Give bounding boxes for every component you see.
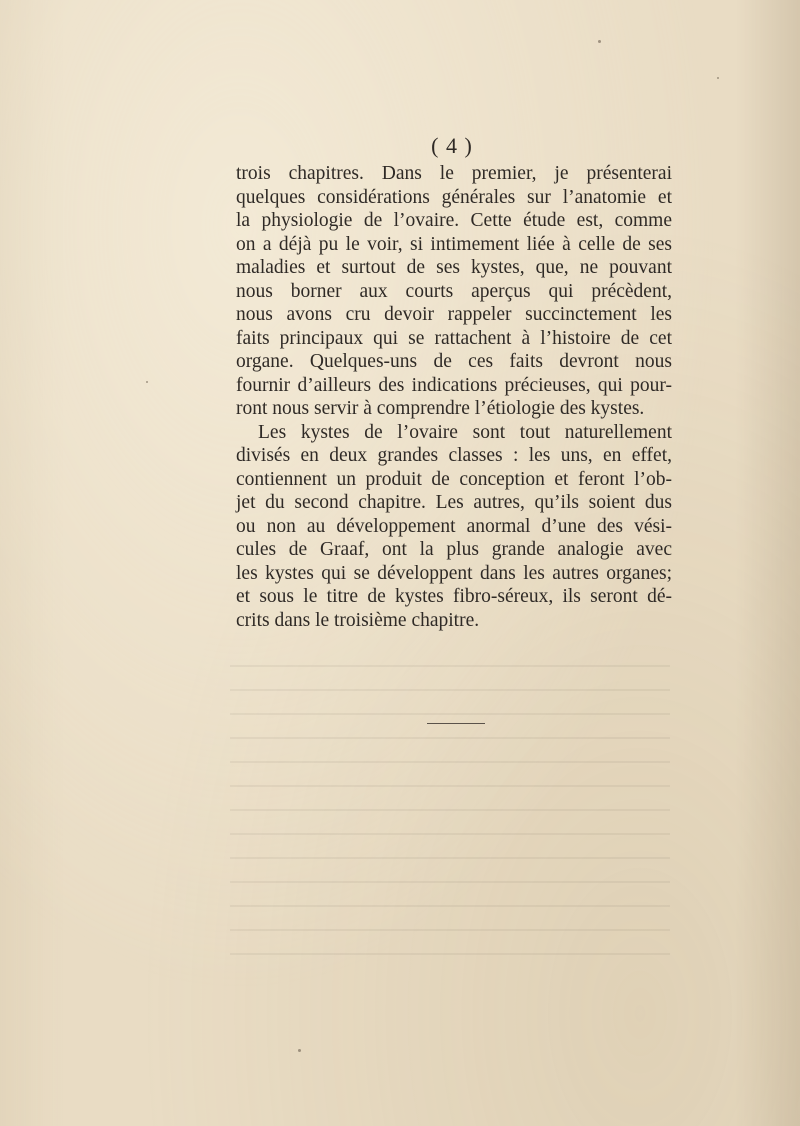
text-line: organe. Quelques-uns de ces faits devront nous xyxy=(236,351,672,372)
text-line: quelques considérations générales sur l’anatomie et xyxy=(236,186,672,208)
text-line: trois chapitres. Dans le premier, je présenterai xyxy=(236,163,672,184)
text-line: ou non au développement anormal d’une des vési- xyxy=(236,515,672,537)
section-separator-rule xyxy=(427,723,485,724)
text-line: contiennent un produit de conception et feront l’ob- xyxy=(236,468,672,490)
page-number-text: ( 4 ) xyxy=(431,133,473,158)
text-line: crits dans le troisième chapitre. xyxy=(236,609,480,631)
text-line: les kystes qui se développent dans les autres organes; xyxy=(236,562,672,584)
text-line: divisés en deux grandes classes : les uns, en effet, xyxy=(236,445,672,466)
text-line: ront nous servir à comprendre l’étiologie des kystes. xyxy=(236,398,645,419)
text-line: jet du second chapitre. Les autres, qu’ils soient dus xyxy=(236,492,672,513)
text-line: et sous le titre de kystes fibro-séreux, ils seront dé- xyxy=(236,586,672,607)
text-line: maladies et surtout de ses kystes, que, ne pouvant xyxy=(236,257,672,278)
body-text xyxy=(236,162,672,632)
text-line: faits principaux qui se rattachent à l’histoire de cet xyxy=(236,327,672,349)
paper-speck xyxy=(598,40,601,43)
text-line: la physiologie de l’ovaire. Cette étude est, comme xyxy=(236,210,672,231)
text-line: on a déjà pu le voir, si intimement liée à celle de ses xyxy=(236,233,672,255)
paper-speck xyxy=(298,1049,301,1052)
show-through-text xyxy=(230,665,670,965)
text-line: cules de Graaf, ont la plus grande analogie avec xyxy=(236,539,672,560)
text-line: nous borner aux courts aperçus qui précèdent, xyxy=(236,280,672,302)
paper-speck xyxy=(146,381,148,383)
text-line: Les kystes de l’ovaire sont tout naturellement xyxy=(258,421,672,443)
text-line: fournir d’ailleurs des indications précieuses, qui pour- xyxy=(236,374,672,396)
text-line: nous avons cru devoir rappeler succinctement les xyxy=(236,304,672,325)
page-number xyxy=(0,133,800,159)
paper-speck xyxy=(717,77,719,79)
